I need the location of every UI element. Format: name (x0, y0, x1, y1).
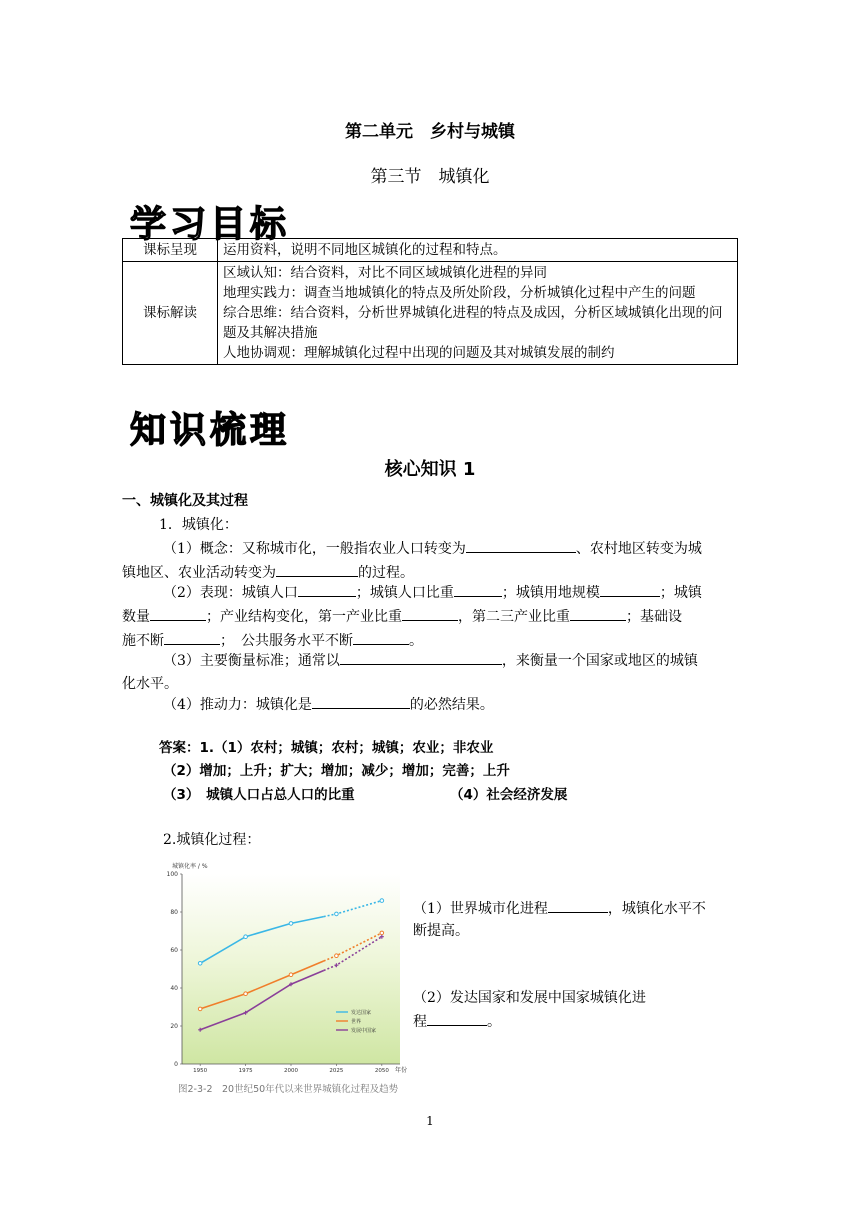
text: ； 公共服务水平不断 (220, 633, 353, 649)
answer-line: 答案：1.（1）农村；城镇；农村；城镇；农业；非农业 (159, 740, 494, 756)
answer-line: （2）增加；上升；扩大；增加；减少；增加；完善；上升 (163, 763, 510, 779)
x-tick-label: 1950 (193, 1068, 208, 1074)
text: （4）推动力：城镇化是 (163, 697, 312, 713)
answer-blank[interactable] (164, 628, 220, 645)
answer-blank[interactable] (353, 628, 409, 645)
data-point (335, 954, 339, 958)
y-tick-label: 80 (170, 909, 178, 916)
data-point (380, 899, 384, 903)
text: 数量 (122, 609, 150, 625)
section-title: 第三节 城镇化 (370, 167, 490, 187)
text: ；城镇人口比重 (355, 585, 454, 601)
question-1-line2: 断提高。 (413, 923, 469, 939)
data-point (335, 912, 339, 916)
text: ；城镇用地规模 (501, 585, 600, 601)
answer-blank[interactable] (570, 604, 626, 621)
text: ；城镇 (659, 585, 702, 601)
text: （3）主要衡量标准；通常以 (163, 653, 340, 669)
para-standard-line2: 化水平。 (122, 676, 178, 692)
para-standard-line1 (163, 648, 698, 673)
answer-line: （3） 城镇人口占总人口的比重 (163, 787, 355, 803)
table-row (123, 262, 738, 365)
data-point (244, 992, 248, 996)
question-2-line1: （2）发达国家和发展中国家城镇化进 (413, 990, 646, 1006)
legend-label: 世界 (351, 1019, 362, 1025)
section1-title: 一、城镇化及其过程 (122, 493, 248, 509)
data-point (198, 962, 202, 966)
unit-title: 第二单元 乡村与城镇 (345, 122, 515, 142)
text: 程 (413, 1014, 427, 1030)
text: ；产业结构变化，第一产业比重 (206, 609, 402, 625)
text: 镇地区、农业活动转变为 (122, 565, 276, 581)
data-point (244, 935, 248, 939)
knowledge-heading: 知识梳理 (130, 410, 291, 451)
y-tick-label: 0 (174, 1061, 178, 1068)
text: ，第二三产业比重 (458, 609, 570, 625)
study-goals-heading: 学习目标 (130, 204, 291, 245)
answer-blank[interactable] (276, 560, 358, 577)
question-1-line1 (413, 896, 706, 921)
x-tick-label: 2025 (329, 1068, 344, 1074)
answer-blank[interactable] (150, 604, 206, 621)
x-tick-label: 2000 (284, 1068, 298, 1074)
text: （1）概念：又称城市化，一般指农业人口转变为 (163, 541, 466, 557)
answer-blank[interactable] (402, 604, 458, 621)
chart-caption: 图2-3-2 20世纪50年代以来世界城镇化过程及趋势 (178, 1084, 399, 1095)
para-expression-line2 (122, 604, 682, 629)
y-tick-label: 40 (170, 985, 178, 992)
text: ；基础设 (626, 609, 682, 625)
answer-blank[interactable] (340, 648, 502, 665)
row-label: 课标解读 (123, 262, 218, 365)
data-point (289, 973, 293, 977)
text: 、农村地区转变为城 (575, 541, 702, 557)
y-tick-label: 60 (170, 947, 178, 954)
text: ，来衡量一个国家或地区的城镇 (501, 653, 698, 669)
x-tick-label: 2050 (374, 1068, 389, 1074)
text: （2）表现：城镇人口 (163, 585, 298, 601)
data-point (289, 922, 293, 926)
legend-label: 发展中国家 (351, 1028, 377, 1034)
text: 施不断 (122, 633, 164, 649)
text: 的过程。 (358, 565, 414, 581)
data-point (380, 931, 384, 935)
answer-blank[interactable] (454, 580, 502, 597)
y-axis-label: 城镇化率 / % (172, 863, 208, 870)
goal-line: 地理实践力：调查当地城镇化的特点及所处阶段，分析城镇化过程中产生的问题 (223, 285, 696, 301)
goal-line: 综合思维：结合资料，分析世界城镇化进程的特点及成因，分析区域城镇化出现的问题及其解决措施 (223, 305, 723, 341)
item2-title: 2.城镇化过程： (163, 832, 261, 848)
answer-blank[interactable] (548, 896, 608, 913)
core-knowledge-title: 核心知识 1 (384, 459, 476, 480)
text: 。 (409, 633, 423, 649)
para-concept-line1 (163, 536, 702, 561)
answer-blank[interactable] (600, 580, 660, 597)
text: 的必然结果。 (409, 697, 494, 713)
answer-blank[interactable] (298, 580, 356, 597)
para-expression-line1 (163, 580, 702, 605)
table-row (123, 239, 738, 262)
legend-label: 发达国家 (351, 1010, 372, 1016)
text: ，城镇化水平不 (607, 901, 706, 917)
page-number: 1 (426, 1114, 434, 1128)
row-content (218, 262, 738, 365)
goal-line: 人地协调观：理解城镇化过程中出现的问题及其对城镇发展的制约 (223, 345, 615, 361)
goal-line: 区域认知：结合资料，对比不同区域城镇化进程的异同 (223, 265, 547, 281)
y-tick-label: 20 (170, 1023, 178, 1030)
x-tick-label: 1975 (238, 1068, 253, 1074)
data-point (198, 1007, 202, 1011)
row-content: 运用资料，说明不同地区城镇化的过程和特点。 (218, 239, 738, 262)
y-tick-label: 100 (166, 871, 178, 878)
answer-blank[interactable] (466, 536, 576, 553)
row-label: 课标呈现 (123, 239, 218, 262)
answer-blank[interactable] (427, 1009, 487, 1026)
curriculum-table (122, 238, 738, 365)
question-2-line2 (413, 1009, 501, 1034)
urbanization-chart (160, 858, 410, 1100)
answer-line: （4）社会经济发展 (450, 787, 568, 803)
text: 。 (487, 1014, 501, 1030)
text: （1）世界城市化进程 (413, 901, 548, 917)
plot-area (182, 874, 400, 1064)
answer-blank[interactable] (312, 692, 410, 709)
x-axis-label: 年份 (395, 1067, 408, 1074)
item1-title: 1．城镇化： (159, 517, 238, 533)
para-driver (163, 692, 494, 717)
